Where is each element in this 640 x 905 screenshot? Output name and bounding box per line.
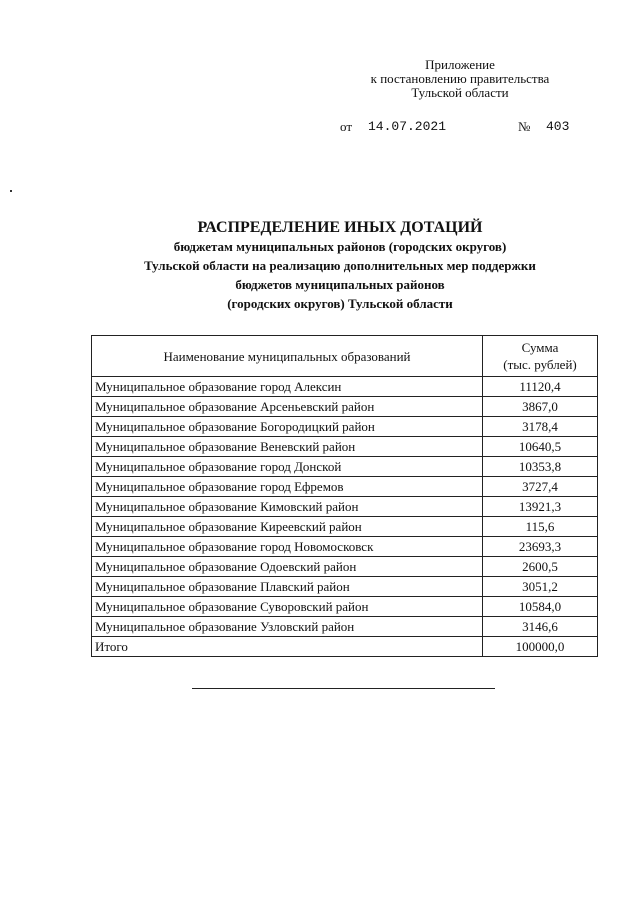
row-name: Муниципальное образование город Ефремов (92, 477, 483, 497)
row-sum: 23693,3 (483, 537, 598, 557)
row-name: Муниципальное образование город Новомосковск (92, 537, 483, 557)
row-sum: 3051,2 (483, 577, 598, 597)
row-sum: 10584,0 (483, 597, 598, 617)
title-line: (городских округов) Тульской области (227, 296, 453, 311)
table-row (92, 437, 598, 457)
row-name: Муниципальное образование Плавский район (92, 577, 483, 597)
total-label: Итого (92, 637, 483, 657)
appendix-line: Тульской области (411, 85, 509, 100)
row-name: Муниципальное образование Арсеньевский район (92, 397, 483, 417)
row-sum: 115,6 (483, 517, 598, 537)
date-prefix: от (340, 119, 353, 134)
table-row (92, 417, 598, 437)
row-sum: 3146,6 (483, 617, 598, 637)
table-row (92, 477, 598, 497)
number-prefix: № (518, 119, 531, 134)
header-sum (483, 336, 598, 377)
table-row (92, 577, 598, 597)
row-name: Муниципальное образование Киреевский район (92, 517, 483, 537)
row-sum: 3178,4 (483, 417, 598, 437)
table-row (92, 537, 598, 557)
table-row (92, 497, 598, 517)
appendix-line: к постановлению правительства (370, 71, 550, 86)
header-sum-line: Сумма (521, 340, 559, 355)
total-sum: 100000,0 (483, 637, 598, 657)
total-row (92, 637, 598, 657)
table-row (92, 617, 598, 637)
row-name: Муниципальное образование Узловский район (92, 617, 483, 637)
allocation-table (91, 335, 598, 657)
appendix-line: Приложение (425, 57, 495, 72)
title-main: РАСПРЕДЕЛЕНИЕ ИНЫХ ДОТАЦИЙ (197, 219, 483, 236)
title-line: Тульской области на реализацию дополнительных мер поддержки (144, 258, 536, 273)
title-line: бюджетов муниципальных районов (235, 277, 445, 292)
table-row (92, 597, 598, 617)
row-name: Муниципальное образование Богородицкий район (92, 417, 483, 437)
row-name: Муниципальное образование город Донской (92, 457, 483, 477)
scan-mark (10, 190, 12, 192)
appendix-header (330, 58, 590, 100)
table-row (92, 457, 598, 477)
table-row (92, 377, 598, 397)
row-sum: 3727,4 (483, 477, 598, 497)
row-name: Муниципальное образование город Алексин (92, 377, 483, 397)
row-sum: 13921,3 (483, 497, 598, 517)
row-name: Муниципальное образование Суворовский район (92, 597, 483, 617)
row-sum: 3867,0 (483, 397, 598, 417)
document-title (70, 218, 610, 313)
row-name: Муниципальное образование Веневский район (92, 437, 483, 457)
table-row (92, 517, 598, 537)
title-line: бюджетам муниципальных районов (городских округов) (173, 239, 507, 254)
row-name: Муниципальное образование Одоевский район (92, 557, 483, 577)
row-name: Муниципальное образование Кимовский район (92, 497, 483, 517)
row-sum: 10640,5 (483, 437, 598, 457)
closing-rule (192, 688, 495, 689)
header-name: Наименование муниципальных образований (92, 336, 483, 377)
table-row (92, 557, 598, 577)
row-sum: 11120,4 (483, 377, 598, 397)
header-sum-unit: (тыс. рублей) (503, 357, 577, 372)
row-sum: 10353,8 (483, 457, 598, 477)
document-date: 14.07.2021 (368, 119, 447, 134)
table-header-row (92, 336, 598, 377)
document-number: 403 (546, 119, 570, 134)
row-sum: 2600,5 (483, 557, 598, 577)
table-row (92, 397, 598, 417)
